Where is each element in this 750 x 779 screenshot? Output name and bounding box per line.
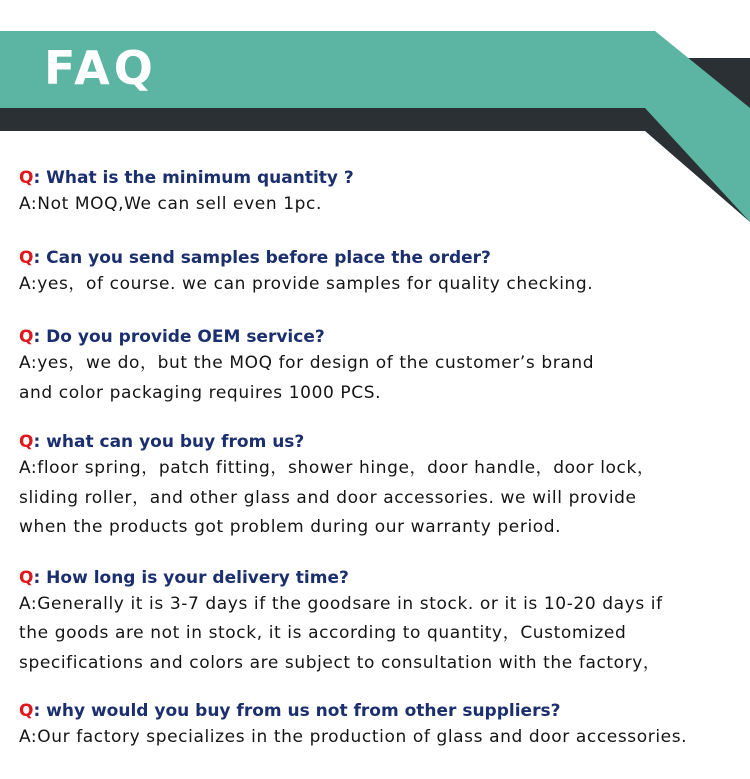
answer-line: the goods are not in stock, it is according to quantity，Customized xyxy=(19,623,627,643)
question-text: : what can you buy from us? xyxy=(33,432,305,452)
question-text: : How long is your delivery time? xyxy=(33,567,349,588)
question-text: : Can you send samples before place the order? xyxy=(33,247,491,268)
answer-line: A:yes，of course. we can provide samples for quality checking. xyxy=(19,273,594,294)
answer-line: and color packaging requires 1000 PCS. xyxy=(19,382,382,403)
question-text: : Do you provide OEM service? xyxy=(33,327,325,347)
question xyxy=(19,325,744,349)
question-text: : What is the minimum quantity ? xyxy=(33,168,354,188)
faq-item xyxy=(19,430,744,543)
question xyxy=(19,166,744,190)
question xyxy=(19,699,744,723)
answer-line: specifications and colors are subject to consultation with the factory， xyxy=(19,652,661,673)
answer-line: A:Not MOQ,We can sell even 1pc. xyxy=(19,194,322,214)
question xyxy=(19,246,744,270)
faq-item xyxy=(19,325,744,408)
faq-item xyxy=(19,699,744,753)
page-title: FAQ xyxy=(44,41,157,95)
q-marker: Q xyxy=(19,247,34,268)
faq-item xyxy=(19,246,744,300)
answer-line: sliding roller，and other glass and door accessories. we will provide xyxy=(19,487,637,508)
faq-list xyxy=(19,166,744,779)
question xyxy=(19,566,744,590)
question xyxy=(19,430,744,454)
question-text: : why would you buy from us not from other suppliers? xyxy=(33,701,561,721)
q-marker: Q xyxy=(19,567,34,588)
answer-line: A:Generally it is 3-7 days if the goodsare in stock. or it is 10-20 days if xyxy=(19,593,663,614)
q-marker: Q xyxy=(19,701,34,721)
answer-line: A:yes，we do，but the MOQ for design of the customer’s brand xyxy=(19,353,595,373)
faq-item xyxy=(19,166,744,220)
answer-line: when the products got problem during our warranty period. xyxy=(19,517,562,537)
q-marker: Q xyxy=(19,432,34,452)
q-marker: Q xyxy=(19,327,34,347)
answer-line: A:Our factory specializes in the production of glass and door accessories. xyxy=(19,727,688,747)
q-marker: Q xyxy=(19,168,34,188)
answer-line: A:floor spring，patch fitting，shower hinge，door handle，door lock， xyxy=(19,458,655,478)
faq-item xyxy=(19,566,744,679)
